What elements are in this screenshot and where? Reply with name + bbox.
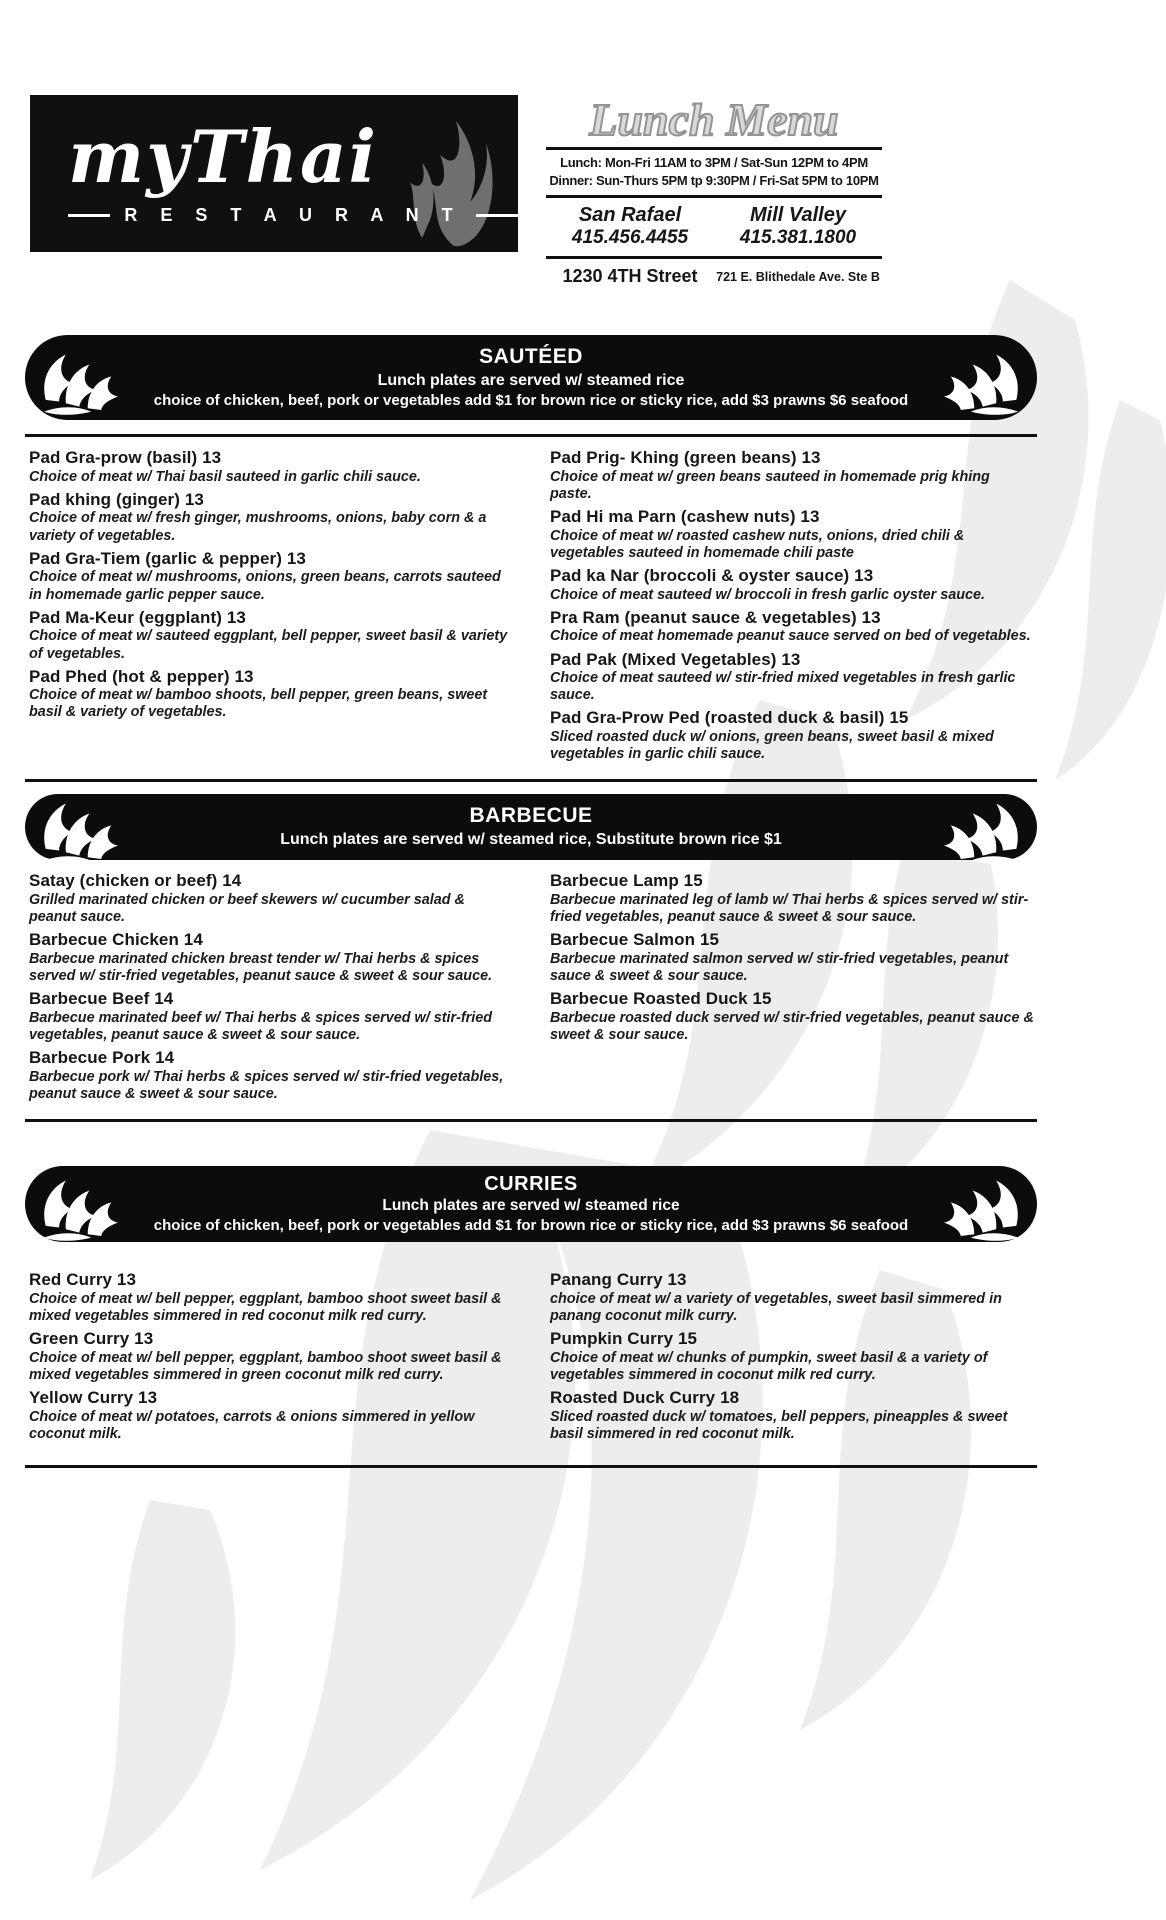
item-title: Panang Curry bbox=[550, 1270, 663, 1290]
item-name bbox=[29, 989, 514, 1009]
item-description: Choice of meat w/ bamboo shoots, bell pepper, green beans, sweet basil & variety of vegetables. bbox=[29, 687, 488, 721]
item-title: Barbecue Salmon bbox=[550, 930, 696, 950]
item-description: Barbecue pork w/ Thai herbs & spices served w/ stir-fried vegetables, peanut sauce & sweet & sour sauce. bbox=[29, 1068, 504, 1102]
menu-item bbox=[29, 989, 514, 1044]
divider bbox=[546, 195, 882, 198]
item-name bbox=[29, 667, 514, 687]
menu-item bbox=[29, 667, 514, 722]
location-phone: 415.381.1800 bbox=[739, 227, 857, 249]
hours-block bbox=[546, 153, 882, 192]
item-name bbox=[29, 1388, 514, 1408]
logo-dash-right bbox=[476, 214, 518, 217]
thai-flame-scroll-icon bbox=[33, 341, 129, 415]
item-price: 14 bbox=[155, 1048, 175, 1068]
section-items bbox=[25, 1242, 1037, 1451]
item-price: 15 bbox=[699, 930, 720, 950]
menu-item bbox=[550, 566, 1035, 604]
menu-item bbox=[29, 930, 514, 985]
item-description: Choice of meat w/ fresh ginger, mushrooms, onions, baby corn & a variety of vegetables. bbox=[29, 510, 487, 544]
item-name bbox=[550, 989, 1035, 1009]
item-title: Satay (chicken or beef) bbox=[29, 871, 218, 891]
location-address: 721 E. Blithedale Ave. Ste B bbox=[716, 270, 880, 285]
item-price: 13 bbox=[854, 566, 874, 586]
divider bbox=[546, 147, 882, 150]
item-title: Pumpkin Curry bbox=[550, 1329, 674, 1349]
section-subtitle: Lunch plates are served w/ steamed rice, Substitute brown rice $1 bbox=[280, 831, 782, 849]
item-description: Barbecue roasted duck served w/ stir-fried vegetables, peanut sauce & sweet & sour sauce. bbox=[550, 1009, 1034, 1044]
locations-row bbox=[546, 201, 882, 253]
items-column-left bbox=[29, 871, 514, 1107]
item-price: 15 bbox=[889, 708, 909, 728]
items-column-right bbox=[550, 448, 1035, 767]
item-name bbox=[550, 930, 1035, 950]
item-price: 13 bbox=[286, 548, 306, 568]
item-description: Sliced roasted duck w/ tomatoes, bell peppers, pineapples & sweet basil simmered in red coconut milk. bbox=[550, 1408, 1008, 1442]
logo-subtext-label: R E S T A U R A N T bbox=[124, 205, 462, 225]
item-price: 14 bbox=[154, 989, 174, 1009]
item-price: 13 bbox=[781, 649, 801, 669]
item-title: Roasted Duck Curry bbox=[550, 1388, 716, 1408]
lunch-hours: Lunch: Mon-Fri 11AM to 3PM / Sat-Sun 12PM to 4PM bbox=[560, 154, 868, 170]
restaurant-logo bbox=[30, 95, 518, 252]
item-price: 13 bbox=[202, 448, 222, 468]
items-column-left bbox=[29, 1270, 514, 1447]
thai-flame-scroll-icon bbox=[933, 341, 1029, 415]
divider bbox=[25, 1119, 1037, 1122]
item-name bbox=[29, 1048, 514, 1068]
item-title: Pad Pak (Mixed Vegetables) bbox=[550, 649, 777, 669]
item-name bbox=[550, 1388, 1035, 1408]
location-phone: 415.456.4455 bbox=[571, 227, 689, 249]
location-city: Mill Valley bbox=[750, 204, 846, 227]
item-description: Choice of meat w/ green beans sauteed in homemade prig khing paste. bbox=[550, 468, 990, 502]
item-title: Barbecue Pork bbox=[29, 1048, 151, 1068]
logo-text: myThai bbox=[68, 114, 378, 199]
menu-item bbox=[550, 1388, 1035, 1443]
item-price: 13 bbox=[226, 607, 246, 627]
item-description: Choice of meat homemade peanut sauce served on bed of vegetables. bbox=[550, 628, 1031, 645]
item-name bbox=[550, 871, 1035, 891]
divider bbox=[25, 779, 1037, 782]
logo-dash-left bbox=[68, 214, 110, 217]
item-price: 15 bbox=[683, 871, 703, 891]
thai-flame-scroll-icon bbox=[33, 1167, 129, 1241]
section-banner bbox=[25, 1166, 1037, 1242]
item-description: Barbecue marinated beef w/ Thai herbs & spices served w/ stir-fried vegetables, peanut sauce & sweet & sour sauce. bbox=[29, 1009, 493, 1044]
item-price: 13 bbox=[800, 507, 820, 527]
item-name bbox=[29, 549, 514, 569]
item-title: Barbecue Beef bbox=[29, 989, 150, 1009]
item-price: 14 bbox=[222, 871, 242, 891]
menu-item bbox=[550, 448, 1035, 503]
location-city: San Rafael bbox=[578, 204, 682, 227]
item-name bbox=[550, 566, 1035, 586]
item-price: 13 bbox=[116, 1270, 137, 1290]
items-column-left bbox=[29, 448, 514, 767]
item-price: 14 bbox=[183, 930, 203, 950]
item-title: Green Curry bbox=[29, 1329, 130, 1349]
item-description: Barbecue marinated leg of lamb w/ Thai herbs & spices served w/ stir-fried vegetables, peanut sauce & sweet & sour sauce. bbox=[550, 891, 1029, 926]
divider bbox=[546, 256, 882, 259]
item-name bbox=[29, 448, 514, 468]
item-description: Choice of meat w/ bell pepper, eggplant, bamboo shoot sweet basil & mixed vegetables simmered in red coconut milk red curry. bbox=[29, 1290, 502, 1324]
item-price: 13 bbox=[234, 666, 254, 686]
item-description: Sliced roasted duck w/ onions, green beans, sweet basil & mixed vegetables in garlic chili sauce. bbox=[550, 728, 994, 763]
menu-item bbox=[550, 1329, 1035, 1384]
header bbox=[0, 0, 1166, 287]
item-price: 13 bbox=[138, 1388, 158, 1408]
item-title: Pad Gra-prow (basil) bbox=[29, 448, 198, 468]
item-description: Grilled marinated chicken or beef skewers w/ cucumber salad & peanut sauce. bbox=[29, 891, 465, 926]
section-barbecue bbox=[25, 794, 1037, 1122]
item-name bbox=[29, 930, 514, 950]
menu-item bbox=[550, 608, 1035, 646]
item-name bbox=[29, 1329, 514, 1349]
item-name bbox=[550, 608, 1035, 628]
section-title: SAUTÉED bbox=[479, 345, 583, 369]
menu-item bbox=[550, 507, 1035, 562]
item-description: Barbecue marinated salmon served w/ stir-fried vegetables, peanut sauce & sweet & sour sauce. bbox=[550, 950, 1009, 985]
item-title: Pra Ram (peanut sauce & vegetables) bbox=[550, 607, 857, 627]
menu-item bbox=[29, 1048, 514, 1103]
menu-item bbox=[29, 871, 514, 926]
item-price: 13 bbox=[801, 448, 821, 468]
section-subtitle: choice of chicken, beef, pork or vegetables add $1 for brown rice or sticky rice, add $3 prawns $6 seafood bbox=[153, 392, 909, 410]
section-title: BARBECUE bbox=[469, 804, 593, 828]
item-name bbox=[29, 871, 514, 891]
item-name bbox=[29, 490, 514, 510]
section-items bbox=[25, 860, 1037, 1111]
section-banner bbox=[25, 794, 1037, 860]
menu-title: Lunch Menu bbox=[589, 94, 839, 145]
item-title: Pad Gra-Tiem (garlic & pepper) bbox=[29, 548, 283, 568]
menu-item bbox=[29, 448, 514, 486]
item-price: 18 bbox=[720, 1388, 740, 1408]
item-title: Barbecue Lamp bbox=[550, 871, 679, 891]
section-title: CURRIES bbox=[484, 1173, 578, 1196]
item-description: Choice of meat w/ potatoes, carrots & onions simmered in yellow coconut milk. bbox=[29, 1408, 475, 1442]
item-name bbox=[550, 708, 1035, 728]
section-curries bbox=[25, 1166, 1037, 1468]
thai-flame-scroll-icon bbox=[33, 790, 129, 864]
menu-item bbox=[550, 708, 1035, 763]
menu-item bbox=[550, 871, 1035, 926]
thai-flame-scroll-icon bbox=[933, 790, 1029, 864]
menu-item bbox=[550, 989, 1035, 1044]
section-items bbox=[25, 437, 1037, 771]
thai-flame-scroll-icon bbox=[933, 1167, 1029, 1241]
item-description: Choice of meat sauteed w/ broccoli in fresh garlic oyster sauce. bbox=[550, 586, 986, 603]
menu-item bbox=[29, 1270, 514, 1325]
item-price: 13 bbox=[861, 607, 881, 627]
item-description: Barbecue marinated chicken breast tender w/ Thai herbs & spices served w/ stir-fried vegetables, peanut sauce & sweet & sour sauce. bbox=[29, 950, 493, 985]
menu-body bbox=[25, 335, 1037, 1468]
location-san-rafael bbox=[546, 204, 714, 249]
location-address: 1230 4TH Street bbox=[562, 266, 698, 287]
items-column-right bbox=[550, 1270, 1035, 1447]
menu-item bbox=[29, 1329, 514, 1384]
section-banner bbox=[25, 335, 1037, 420]
item-name bbox=[550, 1329, 1035, 1349]
menu-item bbox=[550, 650, 1035, 705]
item-price: 15 bbox=[677, 1329, 698, 1349]
item-title: Pad khing (ginger) bbox=[29, 489, 181, 509]
item-description: Choice of meat w/ bell pepper, eggplant, bamboo shoot sweet basil & mixed vegetables simmered in green coconut milk red curry. bbox=[29, 1349, 502, 1383]
item-title: Barbecue Roasted Duck bbox=[550, 989, 748, 1009]
item-description: choice of meat w/ a variety of vegetables, sweet basil simmered in panang coconut milk curry. bbox=[550, 1290, 1002, 1324]
item-name bbox=[550, 650, 1035, 670]
item-title: Pad Gra-Prow Ped (roasted duck & basil) bbox=[550, 708, 885, 728]
menu-item bbox=[550, 1270, 1035, 1325]
menu-item bbox=[550, 930, 1035, 985]
menu-item bbox=[29, 549, 514, 604]
item-price: 13 bbox=[667, 1270, 687, 1290]
item-description: Choice of meat w/ mushrooms, onions, green beans, carrots sauteed in homemade garlic pepper sauce. bbox=[29, 569, 501, 603]
item-description: Choice of meat w/ roasted cashew nuts, onions, dried chili & vegetables sauteed in homemade chili paste bbox=[550, 527, 965, 561]
item-price: 13 bbox=[134, 1329, 154, 1349]
item-description: Choice of meat w/ chunks of pumpkin, sweet basil & a variety of vegetables simmered in coconut milk red curry. bbox=[550, 1349, 988, 1383]
item-description: Choice of meat w/ Thai basil sauteed in garlic chili sauce. bbox=[29, 468, 421, 485]
item-price: 13 bbox=[184, 489, 204, 509]
menu-item bbox=[29, 490, 514, 545]
item-name bbox=[29, 608, 514, 628]
item-title: Barbecue Chicken bbox=[29, 930, 179, 950]
location-mill-valley bbox=[714, 204, 882, 249]
section-subtitle: choice of chicken, beef, pork or vegetables add $1 for brown rice or sticky rice, add $3 prawns $6 seafood bbox=[153, 1217, 909, 1235]
dinner-hours: Dinner: Sun-Thurs 5PM tp 9:30PM / Fri-Sat 5PM to 10PM bbox=[549, 173, 879, 189]
item-title: Pad Phed (hot & pepper) bbox=[29, 666, 230, 686]
item-description: Choice of meat sauteed w/ stir-fried mixed vegetables in fresh garlic sauce. bbox=[550, 669, 1016, 704]
divider bbox=[25, 1465, 1037, 1468]
item-price: 15 bbox=[752, 989, 772, 1009]
item-title: Pad Prig- Khing (green beans) bbox=[550, 448, 797, 468]
item-name bbox=[29, 1270, 514, 1290]
item-name bbox=[550, 1270, 1035, 1290]
items-column-right bbox=[550, 871, 1035, 1107]
item-title: Pad ka Nar (broccoli & oyster sauce) bbox=[550, 566, 850, 586]
item-title: Red Curry bbox=[29, 1270, 113, 1290]
menu-item bbox=[29, 608, 514, 663]
item-title: Pad Hi ma Parn (cashew nuts) bbox=[550, 507, 796, 527]
item-title: Yellow Curry bbox=[29, 1388, 134, 1408]
item-title: Pad Ma-Keur (eggplant) bbox=[29, 607, 222, 627]
item-name bbox=[550, 448, 1035, 468]
logo-subtext bbox=[68, 205, 518, 226]
section-subtitle: Lunch plates are served w/ steamed rice bbox=[377, 372, 685, 390]
header-info bbox=[546, 95, 882, 287]
item-description: Choice of meat w/ sauteed eggplant, bell pepper, sweet basil & variety of vegetables. bbox=[29, 628, 508, 662]
section-subtitle: Lunch plates are served w/ steamed rice bbox=[382, 1197, 680, 1215]
menu-item bbox=[29, 1388, 514, 1443]
section-sauteed bbox=[25, 335, 1037, 782]
item-name bbox=[550, 507, 1035, 527]
addresses-row bbox=[546, 262, 882, 287]
